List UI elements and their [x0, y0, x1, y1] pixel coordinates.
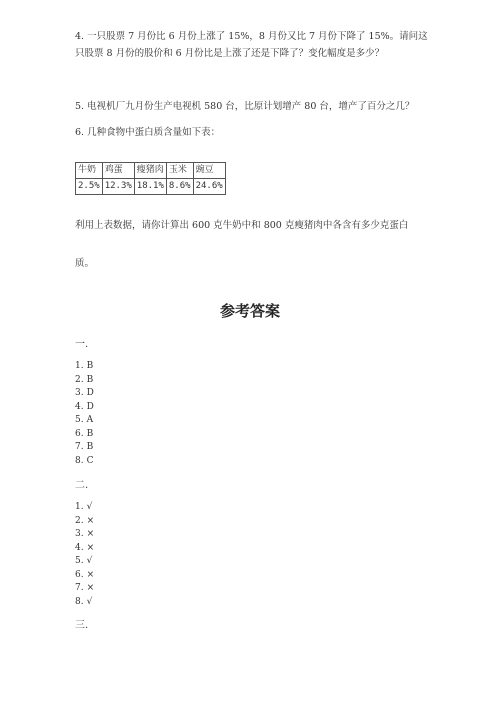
answer-number: 1. — [75, 502, 84, 512]
answer-number: 5. — [75, 415, 84, 425]
list-item — [75, 360, 94, 374]
table-value-cell: 18.1% — [134, 179, 166, 195]
answer-value: √ — [86, 502, 93, 512]
list-item — [75, 428, 94, 442]
answer-value: B — [86, 361, 94, 371]
answers-title: 参考答案 — [219, 302, 280, 320]
answer-value: √ — [86, 596, 93, 607]
question-4-line-1: 4. 一只股票 7 月份比 6 月份上涨了 15%，8 月份又比 7 月份下降了 15%。请问这 — [75, 31, 428, 42]
answer-value: × — [86, 515, 95, 526]
answer-value: B — [86, 442, 94, 452]
followup-line-2: 质。 — [75, 258, 95, 269]
table-header-cell: 玉米 — [166, 163, 193, 179]
answer-value: B — [86, 374, 94, 385]
section-2-answer-list — [75, 501, 94, 609]
table-header-cell: 瘦猪肉 — [134, 163, 166, 179]
answer-number: 3. — [75, 529, 84, 539]
question-6: 6. 几种食物中蛋白质含量如下表： — [75, 127, 221, 138]
list-item — [75, 501, 94, 515]
protein-table — [75, 162, 226, 195]
followup-line-1: 利用上表数据，请你计算出 600 克牛奶中和 800 克瘦猪肉中各含有多少克蛋白 — [75, 220, 409, 231]
answer-value: A — [86, 415, 94, 425]
answer-value: √ — [86, 556, 93, 566]
table-value-cell: 2.5% — [76, 179, 103, 195]
answer-number: 6. — [75, 569, 84, 580]
list-item — [75, 555, 94, 569]
answer-number: 4. — [75, 401, 84, 412]
answer-number: 4. — [75, 542, 84, 553]
table-value-cell: 12.3% — [102, 179, 134, 195]
table-value-cell: 8.6% — [166, 179, 193, 195]
table-value-cell: 24.6% — [193, 179, 225, 195]
list-item — [75, 515, 94, 529]
answer-number: 8. — [75, 455, 84, 466]
answer-value: × — [86, 529, 95, 539]
answer-number: 6. — [75, 428, 84, 439]
table-header-cell: 鸡蛋 — [102, 163, 134, 179]
answer-number: 5. — [75, 556, 84, 566]
answer-number: 8. — [75, 596, 84, 607]
answer-value: D — [86, 388, 94, 398]
list-item — [75, 569, 94, 583]
answer-value: D — [86, 401, 94, 412]
table-value-row — [76, 179, 226, 195]
section-3-heading: 三. — [75, 620, 89, 631]
answer-number: 2. — [75, 374, 84, 385]
answer-number: 3. — [75, 388, 84, 398]
answer-value: × — [86, 569, 95, 580]
section-1-answer-list — [75, 360, 94, 468]
answer-value: × — [86, 542, 95, 553]
list-item — [75, 596, 94, 610]
answer-value: B — [86, 428, 94, 439]
list-item — [75, 441, 94, 455]
section-1-heading: 一. — [75, 339, 89, 350]
table-header-cell: 牛奶 — [76, 163, 103, 179]
list-item — [75, 528, 94, 542]
list-item — [75, 401, 94, 415]
answer-number: 7. — [75, 583, 84, 593]
list-item — [75, 455, 94, 469]
question-4-line-2: 只股票 8 月份的股价和 6 月份比是上涨了还是下降了？变化幅度是多少？ — [75, 48, 385, 59]
table-header-cell: 豌豆 — [193, 163, 225, 179]
list-item — [75, 542, 94, 556]
question-5: 5. 电视机厂九月份生产电视机 580 台，比原计划增产 80 台，增产了百分之几？ — [75, 101, 415, 112]
section-2-heading: 二. — [75, 480, 89, 491]
list-item — [75, 582, 94, 596]
answer-number: 1. — [75, 361, 84, 371]
list-item — [75, 387, 94, 401]
list-item — [75, 414, 94, 428]
answer-value: C — [86, 455, 94, 466]
list-item — [75, 374, 94, 388]
answer-number: 7. — [75, 442, 84, 452]
answer-value: × — [86, 583, 95, 593]
table-header-row — [76, 163, 226, 179]
answer-number: 2. — [75, 515, 84, 526]
